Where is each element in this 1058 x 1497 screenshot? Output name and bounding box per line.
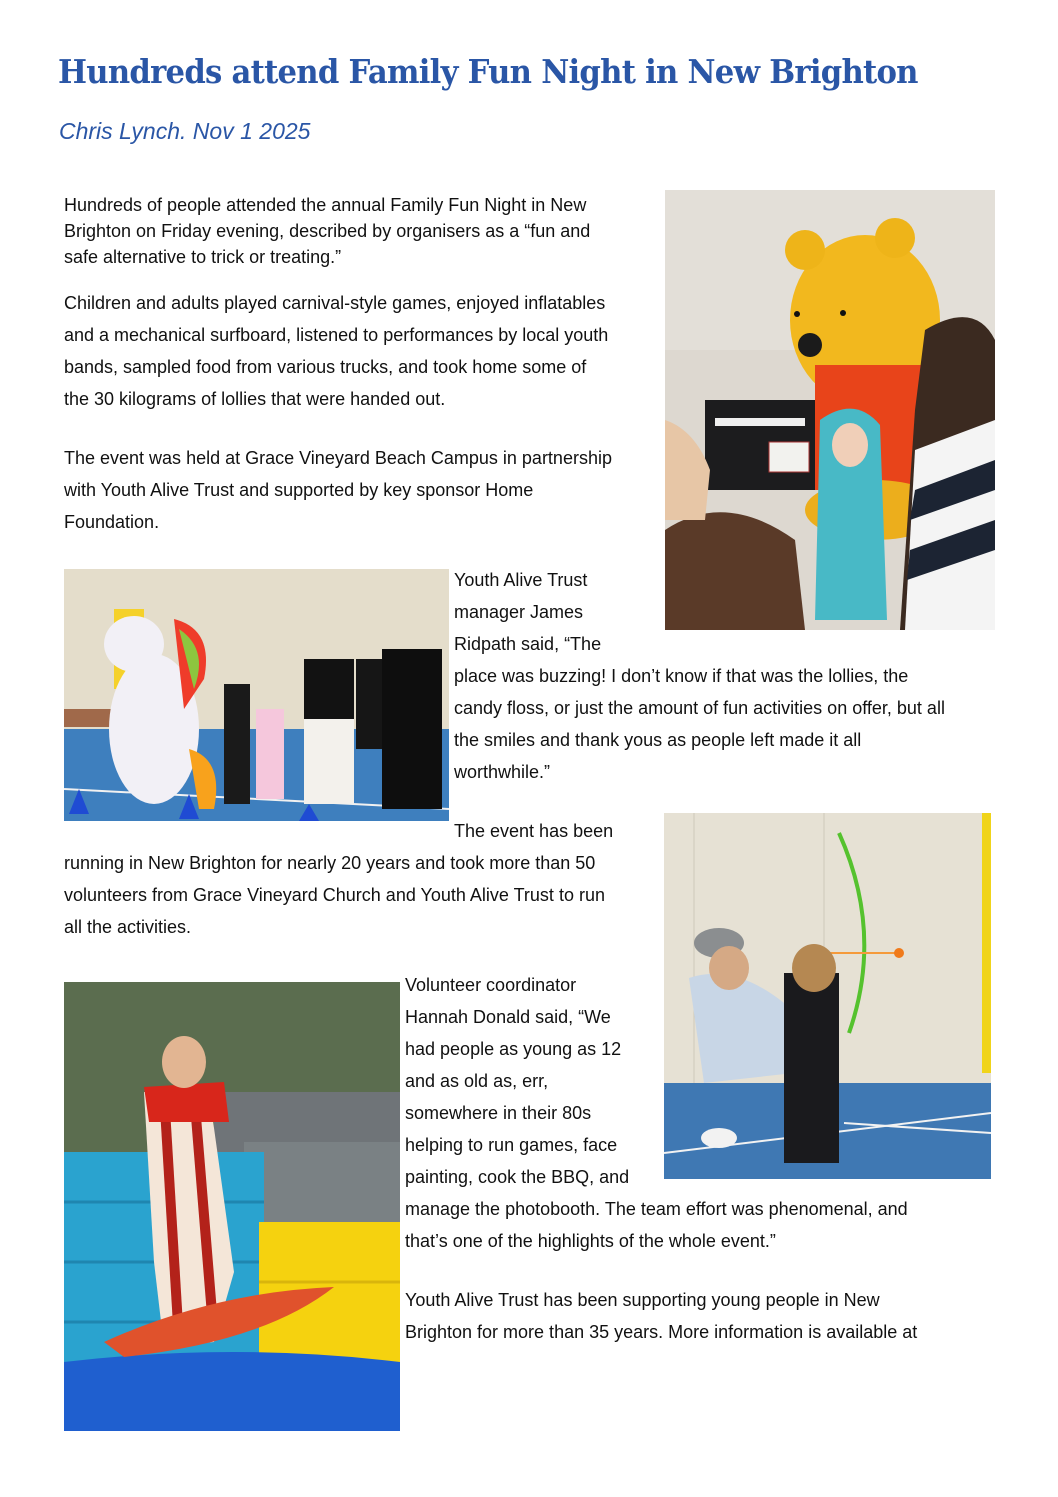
text-line: manager James bbox=[454, 602, 584, 622]
text-line: Brighton on Friday evening, described by organisers as a “fun and bbox=[64, 221, 591, 241]
text-line: worthwhile.” bbox=[454, 762, 551, 782]
text-line: bands, sampled food from various trucks, and took home some of bbox=[64, 357, 587, 377]
text-line: manage the photobooth. The team effort was phenomenal, and bbox=[405, 1199, 908, 1219]
text-line: volunteers from Grace Vineyard Church and Youth Alive Trust to run bbox=[64, 885, 605, 905]
paragraph-1 bbox=[64, 192, 590, 270]
text-line: candy floss, or just the amount of fun activities on offer, but all bbox=[454, 698, 945, 718]
text-line: Youth Alive Trust bbox=[454, 570, 588, 590]
photo-unicorn-costume bbox=[64, 569, 449, 821]
text-line: Hundreds of people attended the annual Family Fun Night in New bbox=[64, 195, 587, 215]
text-line: helping to run games, face bbox=[405, 1135, 618, 1155]
text-line: running in New Brighton for nearly 20 years and took more than 50 bbox=[64, 853, 596, 873]
text-line: Youth Alive Trust has been supporting young people in New bbox=[405, 1290, 880, 1310]
text-line: the smiles and thank yous as people left made it all bbox=[454, 730, 862, 750]
text-line: the 30 kilograms of lollies that were handed out. bbox=[64, 389, 446, 409]
text-line: and as old as, err, bbox=[405, 1071, 549, 1091]
text-line: The event has been bbox=[454, 821, 614, 841]
text-line: that’s one of the highlights of the whole event.” bbox=[405, 1231, 776, 1251]
text-line: Volunteer coordinator bbox=[405, 975, 577, 995]
paragraph-7 bbox=[405, 1284, 917, 1348]
text-line: with Youth Alive Trust and supported by key sponsor Home bbox=[64, 480, 534, 500]
photo-surfboard bbox=[64, 982, 400, 1431]
text-line: all the activities. bbox=[64, 917, 192, 937]
text-line: Children and adults played carnival-style games, enjoyed inflatables bbox=[64, 293, 606, 313]
paragraph-2 bbox=[64, 287, 608, 415]
article-byline: Chris Lynch. Nov 1 2025 bbox=[59, 118, 311, 144]
paragraph-5 bbox=[64, 847, 605, 943]
photo-archery bbox=[664, 813, 991, 1179]
photo-bear-mascot bbox=[665, 190, 995, 630]
paragraph-5-lead bbox=[454, 815, 613, 847]
text-line: painting, cook the BBQ, and bbox=[405, 1167, 630, 1187]
text-line: place was buzzing! I don’t know if that was the lollies, the bbox=[454, 666, 909, 686]
text-line: The event was held at Grace Vineyard Beach Campus in partnership bbox=[64, 448, 612, 468]
text-line: Ridpath said, “The bbox=[454, 634, 602, 654]
text-line: Brighton for more than 35 years. More information is available at bbox=[405, 1322, 918, 1342]
text-line: safe alternative to trick or treating.” bbox=[64, 247, 342, 267]
article-title: Hundreds attend Family Fun Night in New Brighton bbox=[58, 52, 918, 91]
text-line: had people as young as 12 bbox=[405, 1039, 622, 1059]
text-line: and a mechanical surfboard, listened to performances by local youth bbox=[64, 325, 609, 345]
text-line: Hannah Donald said, “We bbox=[405, 1007, 611, 1027]
text-line: Foundation. bbox=[64, 512, 160, 532]
paragraph-3 bbox=[64, 442, 612, 538]
text-line: somewhere in their 80s bbox=[405, 1103, 592, 1123]
